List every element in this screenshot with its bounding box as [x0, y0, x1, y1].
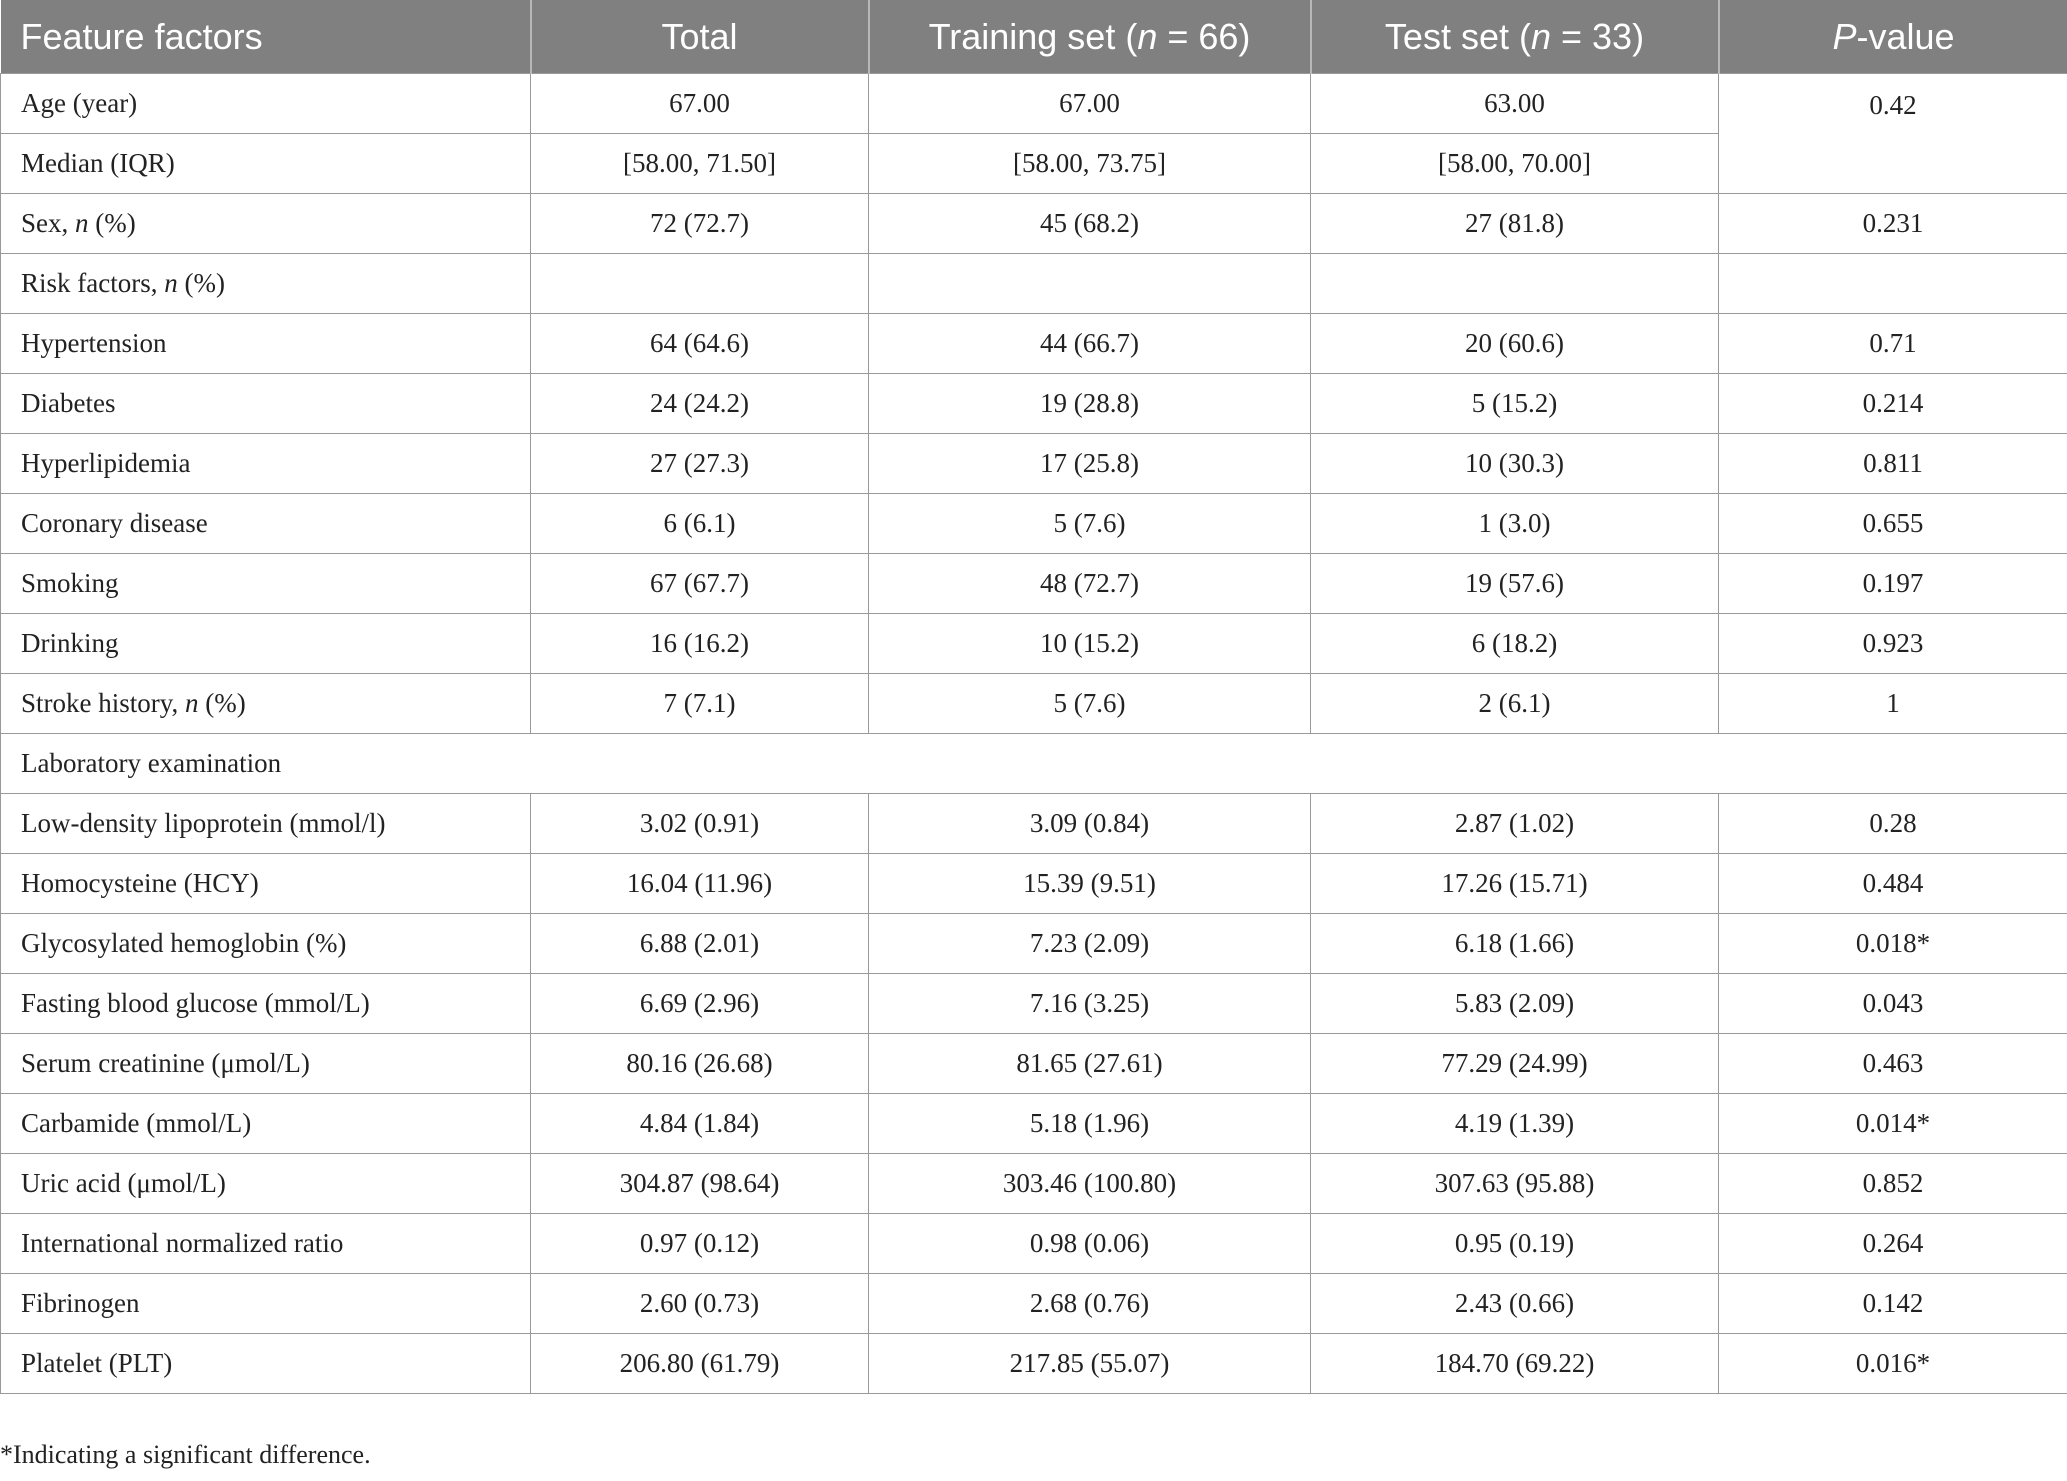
- cell-total: 0.97 (0.12): [531, 1214, 869, 1274]
- cell-test: 63.00: [1311, 74, 1719, 134]
- cell-total: 16 (16.2): [531, 614, 869, 674]
- cell-test: 1 (3.0): [1311, 494, 1719, 554]
- cell-test: 19 (57.6): [1311, 554, 1719, 614]
- table-row-glycosylated-hemoglobin: [1, 914, 2067, 974]
- cell-test: 0.95 (0.19): [1311, 1214, 1719, 1274]
- cell-test: 307.63 (95.88): [1311, 1154, 1719, 1214]
- cell-total: 67 (67.7): [531, 554, 869, 614]
- cell-total: 80.16 (26.68): [531, 1034, 869, 1094]
- table-row-ldl: [1, 794, 2067, 854]
- table-row-fibrinogen: [1, 1274, 2067, 1334]
- cell-total: 4.84 (1.84): [531, 1094, 869, 1154]
- cell-test: [1311, 254, 1719, 314]
- row-label: Fasting blood glucose (mmol/L): [1, 974, 531, 1034]
- cell-training: 217.85 (55.07): [869, 1334, 1311, 1394]
- cell-training: 48 (72.7): [869, 554, 1311, 614]
- header-test-set: Test set (n = 33): [1311, 0, 1719, 74]
- cell-test: 6.18 (1.66): [1311, 914, 1719, 974]
- cell-p-value: 0.655: [1719, 494, 2067, 554]
- cell-training: 7.16 (3.25): [869, 974, 1311, 1034]
- cell-p-value: 0.043: [1719, 974, 2067, 1034]
- cell-total: 27 (27.3): [531, 434, 869, 494]
- table-row-laboratory-examination: [1, 734, 2067, 794]
- cell-p-value: 0.923: [1719, 614, 2067, 674]
- cell-test: 2.43 (0.66): [1311, 1274, 1719, 1334]
- cell-training: 3.09 (0.84): [869, 794, 1311, 854]
- table-row-serum-creatinine: [1, 1034, 2067, 1094]
- cell-p-value: 0.71: [1719, 314, 2067, 374]
- row-label: Median (IQR): [1, 134, 531, 194]
- table-footnote: *Indicating a significant difference.: [0, 1440, 371, 1469]
- cell-total: [531, 254, 869, 314]
- cell-total: 24 (24.2): [531, 374, 869, 434]
- cell-training: 19 (28.8): [869, 374, 1311, 434]
- cell-p-value: 0.484: [1719, 854, 2067, 914]
- row-label: Platelet (PLT): [1, 1334, 531, 1394]
- cell-total: 67.00: [531, 74, 869, 134]
- cell-total: 6.88 (2.01): [531, 914, 869, 974]
- cell-p-value: 0.852: [1719, 1154, 2067, 1214]
- table-row-homocysteine: [1, 854, 2067, 914]
- cell-training: [869, 254, 1311, 314]
- cell-training: 5.18 (1.96): [869, 1094, 1311, 1154]
- table-row-uric-acid: [1, 1154, 2067, 1214]
- row-label: Age (year): [1, 74, 531, 134]
- cell-p-value: 0.014*: [1719, 1094, 2067, 1154]
- row-label: Hypertension: [1, 314, 531, 374]
- cell-test: 77.29 (24.99): [1311, 1034, 1719, 1094]
- table-row-hyperlipidemia: [1, 434, 2067, 494]
- cell-training: 303.46 (100.80): [869, 1154, 1311, 1214]
- cell-p-value: 0.811: [1719, 434, 2067, 494]
- row-label: Glycosylated hemoglobin (%): [1, 914, 531, 974]
- cell-p-value: 0.016*: [1719, 1334, 2067, 1394]
- cell-test: 2 (6.1): [1311, 674, 1719, 734]
- cell-total: 6 (6.1): [531, 494, 869, 554]
- table-row-smoking: [1, 554, 2067, 614]
- cell-p-value: 0.463: [1719, 1034, 2067, 1094]
- header-row: [1, 0, 2067, 74]
- cell-test: 4.19 (1.39): [1311, 1094, 1719, 1154]
- header-feature-factors: Feature factors: [1, 0, 531, 74]
- cell-training: 45 (68.2): [869, 194, 1311, 254]
- cell-training: 17 (25.8): [869, 434, 1311, 494]
- cell-test: 2.87 (1.02): [1311, 794, 1719, 854]
- cell-training: 0.98 (0.06): [869, 1214, 1311, 1274]
- row-label: Homocysteine (HCY): [1, 854, 531, 914]
- cell-test: 17.26 (15.71): [1311, 854, 1719, 914]
- cell-test: 6 (18.2): [1311, 614, 1719, 674]
- cell-p-value: 0.28: [1719, 794, 2067, 854]
- cell-total: 64 (64.6): [531, 314, 869, 374]
- cell-training: 81.65 (27.61): [869, 1034, 1311, 1094]
- cell-training: 5 (7.6): [869, 674, 1311, 734]
- cell-test: 20 (60.6): [1311, 314, 1719, 374]
- table-row-carbamide: [1, 1094, 2067, 1154]
- cell-p-value: 0.214: [1719, 374, 2067, 434]
- cell-test: [58.00, 70.00]: [1311, 134, 1719, 194]
- cell-training: 67.00: [869, 74, 1311, 134]
- row-label: Diabetes: [1, 374, 531, 434]
- row-label: Carbamide (mmol/L): [1, 1094, 531, 1154]
- cell-p-value: [1719, 254, 2067, 314]
- cell-p-value: 0.42: [1719, 74, 2067, 194]
- row-label: Sex, n (%): [1, 194, 531, 254]
- cell-training: [58.00, 73.75]: [869, 134, 1311, 194]
- table-row-diabetes: [1, 374, 2067, 434]
- cell-total: [58.00, 71.50]: [531, 134, 869, 194]
- cell-total: 72 (72.7): [531, 194, 869, 254]
- table-row-inr: [1, 1214, 2067, 1274]
- row-label: Drinking: [1, 614, 531, 674]
- cell-p-value: 0.264: [1719, 1214, 2067, 1274]
- table-row-platelet: [1, 1334, 2067, 1394]
- row-label: Risk factors, n (%): [1, 254, 531, 314]
- cell-training: 44 (66.7): [869, 314, 1311, 374]
- table-row-fasting-blood-glucose: [1, 974, 2067, 1034]
- cell-p-value: 0.018*: [1719, 914, 2067, 974]
- cell-test: 27 (81.8): [1311, 194, 1719, 254]
- cell-training: 15.39 (9.51): [869, 854, 1311, 914]
- cell-p-value: 0.231: [1719, 194, 2067, 254]
- table-row-stroke-history: [1, 674, 2067, 734]
- table-row-hypertension: [1, 314, 2067, 374]
- cell-p-value: 1: [1719, 674, 2067, 734]
- cell-total: 304.87 (98.64): [531, 1154, 869, 1214]
- row-label: Smoking: [1, 554, 531, 614]
- cell-test: 184.70 (69.22): [1311, 1334, 1719, 1394]
- row-label: International normalized ratio: [1, 1214, 531, 1274]
- cell-total: 7 (7.1): [531, 674, 869, 734]
- cell-test: 10 (30.3): [1311, 434, 1719, 494]
- row-label: Serum creatinine (μmol/L): [1, 1034, 531, 1094]
- cell-training: 10 (15.2): [869, 614, 1311, 674]
- cell-total: 206.80 (61.79): [531, 1334, 869, 1394]
- cell-total: 2.60 (0.73): [531, 1274, 869, 1334]
- header-training-set: Training set (n = 66): [869, 0, 1311, 74]
- cell-test: 5.83 (2.09): [1311, 974, 1719, 1034]
- row-label: Fibrinogen: [1, 1274, 531, 1334]
- cell-p-value: 0.142: [1719, 1274, 2067, 1334]
- cell-total: 6.69 (2.96): [531, 974, 869, 1034]
- table-row-sex: [1, 194, 2067, 254]
- section-label: Laboratory examination: [1, 734, 2067, 794]
- row-label: Low-density lipoprotein (mmol/l): [1, 794, 531, 854]
- row-label: Hyperlipidemia: [1, 434, 531, 494]
- table-row-drinking: [1, 614, 2067, 674]
- table-row-coronary-disease: [1, 494, 2067, 554]
- row-label: Stroke history, n (%): [1, 674, 531, 734]
- table-row-risk-factors: [1, 254, 2067, 314]
- header-p-value: P-value: [1719, 0, 2067, 74]
- table-row-age: [1, 74, 2067, 134]
- cell-total: 16.04 (11.96): [531, 854, 869, 914]
- cell-p-value: 0.197: [1719, 554, 2067, 614]
- cell-total: 3.02 (0.91): [531, 794, 869, 854]
- header-total: Total: [531, 0, 869, 74]
- row-label: Uric acid (μmol/L): [1, 1154, 531, 1214]
- cell-training: 5 (7.6): [869, 494, 1311, 554]
- cell-training: 7.23 (2.09): [869, 914, 1311, 974]
- cell-training: 2.68 (0.76): [869, 1274, 1311, 1334]
- cell-test: 5 (15.2): [1311, 374, 1719, 434]
- row-label: Coronary disease: [1, 494, 531, 554]
